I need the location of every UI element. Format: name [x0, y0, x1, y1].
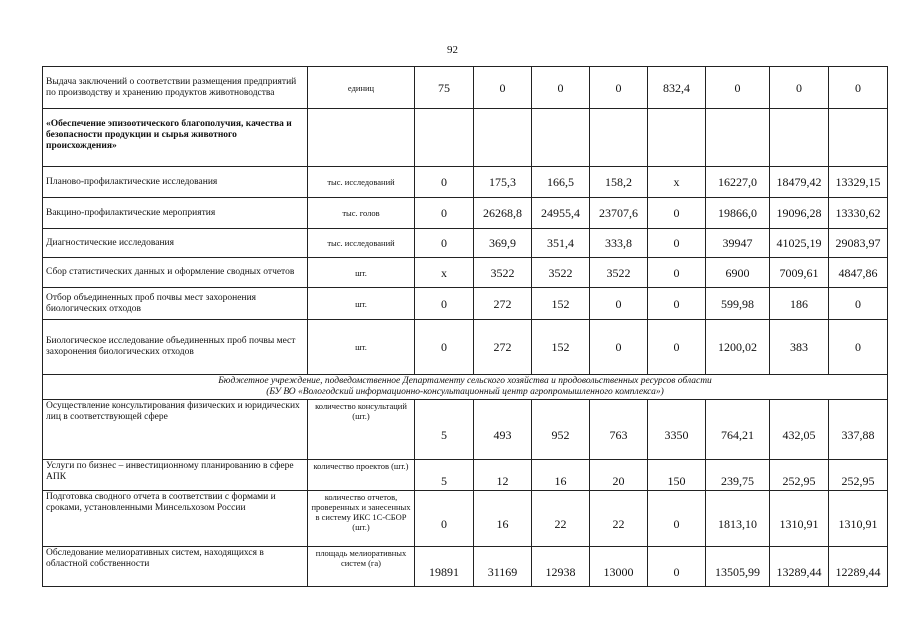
table-row	[43, 67, 888, 109]
unit-cell: тыс. исследований	[308, 167, 415, 198]
table-row	[43, 320, 888, 375]
indicator-name: Вакцино-профилактические мероприятия	[43, 198, 308, 229]
value-cell: 3522	[474, 258, 532, 288]
unit-cell: единиц	[308, 67, 415, 109]
value-cell: 0	[415, 198, 474, 229]
value-cell	[590, 109, 648, 167]
unit-cell	[308, 109, 415, 167]
value-cell: 41025,19	[770, 229, 829, 258]
value-cell: 26268,8	[474, 198, 532, 229]
value-cell: 4847,86	[829, 258, 888, 288]
value-cell: 763	[590, 400, 648, 460]
value-cell: 432,05	[770, 400, 829, 460]
value-cell: 0	[415, 491, 474, 547]
value-cell: 1310,91	[829, 491, 888, 547]
indicator-name: Сбор статистических данных и оформление сводных отчетов	[43, 258, 308, 288]
unit-cell: тыс. голов	[308, 198, 415, 229]
value-cell	[829, 109, 888, 167]
indicators-table	[42, 66, 888, 587]
value-cell: 272	[474, 288, 532, 320]
value-cell: 158,2	[590, 167, 648, 198]
value-cell: 0	[415, 229, 474, 258]
value-cell: 175,3	[474, 167, 532, 198]
value-cell: 7009,61	[770, 258, 829, 288]
value-cell: 0	[770, 67, 829, 109]
value-cell: 0	[648, 320, 706, 375]
value-cell: 16	[532, 460, 590, 491]
unit-cell: количество отчетов, проверенных и занесенных в систему ИКС 1С-СБОР (шт.)	[308, 491, 415, 547]
value-cell: 19866,0	[706, 198, 770, 229]
value-cell: 239,75	[706, 460, 770, 491]
value-cell: 12289,44	[829, 547, 888, 587]
value-cell: 6900	[706, 258, 770, 288]
value-cell: 12	[474, 460, 532, 491]
value-cell	[415, 109, 474, 167]
value-cell: 0	[648, 288, 706, 320]
value-cell: 22	[590, 491, 648, 547]
value-cell: 31169	[474, 547, 532, 587]
unit-cell: шт.	[308, 288, 415, 320]
value-cell: 952	[532, 400, 590, 460]
value-cell: 832,4	[648, 67, 706, 109]
value-cell: 19096,28	[770, 198, 829, 229]
value-cell: 369,9	[474, 229, 532, 258]
unit-cell: площадь мелиоративных систем (га)	[308, 547, 415, 587]
indicator-name: Биологическое исследование объединенных проб почвы мест захоронения биологических отходов	[43, 320, 308, 375]
value-cell: 0	[474, 67, 532, 109]
value-cell: 252,95	[770, 460, 829, 491]
value-cell	[532, 109, 590, 167]
indicator-name: Подготовка сводного отчета в соответствии с формами и сроками, установленными Минсельхозом России	[43, 491, 308, 547]
table-row	[43, 198, 888, 229]
value-cell: 252,95	[829, 460, 888, 491]
value-cell	[474, 109, 532, 167]
unit-cell: количество консультаций (шт.)	[308, 400, 415, 460]
value-cell: 150	[648, 460, 706, 491]
value-cell: 24955,4	[532, 198, 590, 229]
value-cell: 3522	[590, 258, 648, 288]
table-row	[43, 491, 888, 547]
table-row	[43, 258, 888, 288]
page-number: 92	[447, 44, 458, 56]
section-subheader-row	[43, 375, 888, 400]
value-cell: 166,5	[532, 167, 590, 198]
indicator-name: Осуществление консультирования физических и юридических лиц в соответствующей сфере	[43, 400, 308, 460]
section-title: «Обеспечение эпизоотического благополучия, качества и безопасности продукции и сырья животного происхождения»	[43, 109, 308, 167]
table-row	[43, 229, 888, 258]
section-subheader-line2: (БУ ВО «Вологодский информационно-консультационный центр агропромышленного комплекса»)	[266, 387, 664, 397]
value-cell: 0	[829, 288, 888, 320]
section-header-row	[43, 109, 888, 167]
value-cell: 13289,44	[770, 547, 829, 587]
value-cell: 0	[648, 547, 706, 587]
value-cell: 337,88	[829, 400, 888, 460]
value-cell: 5	[415, 400, 474, 460]
value-cell: 3350	[648, 400, 706, 460]
value-cell: 1200,02	[706, 320, 770, 375]
value-cell: 16	[474, 491, 532, 547]
value-cell: 152	[532, 288, 590, 320]
table-row	[43, 547, 888, 587]
value-cell: 0	[590, 67, 648, 109]
table-row	[43, 167, 888, 198]
value-cell: 186	[770, 288, 829, 320]
value-cell: 22	[532, 491, 590, 547]
value-cell: 0	[829, 320, 888, 375]
value-cell: 599,98	[706, 288, 770, 320]
value-cell: 19891	[415, 547, 474, 587]
table-row	[43, 400, 888, 460]
unit-cell: тыс. исследований	[308, 229, 415, 258]
value-cell: 0	[706, 67, 770, 109]
value-cell: 13329,15	[829, 167, 888, 198]
value-cell: 0	[590, 320, 648, 375]
value-cell: 13505,99	[706, 547, 770, 587]
value-cell: 0	[532, 67, 590, 109]
indicator-name: Услуги по бизнес – инвестиционному планированию в сфере АПК	[43, 460, 308, 491]
table-row	[43, 460, 888, 491]
section-subheader-line1: Бюджетное учреждение, подведомственное Департаменту сельского хозяйства и продовольственных ресурсов области	[218, 376, 712, 386]
value-cell: 351,4	[532, 229, 590, 258]
unit-cell: количество проектов (шт.)	[308, 460, 415, 491]
value-cell: 1813,10	[706, 491, 770, 547]
section-subheader	[43, 375, 888, 400]
value-cell: 16227,0	[706, 167, 770, 198]
value-cell: 1310,91	[770, 491, 829, 547]
value-cell: 5	[415, 460, 474, 491]
value-cell: х	[415, 258, 474, 288]
value-cell: 3522	[532, 258, 590, 288]
unit-cell: шт.	[308, 320, 415, 375]
value-cell: 0	[648, 491, 706, 547]
indicator-name: Планово-профилактические исследования	[43, 167, 308, 198]
indicator-name: Отбор объединенных проб почвы мест захоронения биологических отходов	[43, 288, 308, 320]
value-cell	[770, 109, 829, 167]
value-cell: 20	[590, 460, 648, 491]
value-cell: 75	[415, 67, 474, 109]
value-cell: 493	[474, 400, 532, 460]
value-cell	[648, 109, 706, 167]
value-cell: 13000	[590, 547, 648, 587]
value-cell: 0	[415, 320, 474, 375]
value-cell: 272	[474, 320, 532, 375]
value-cell: 383	[770, 320, 829, 375]
unit-cell: шт.	[308, 258, 415, 288]
table-row	[43, 288, 888, 320]
value-cell: 39947	[706, 229, 770, 258]
value-cell: 29083,97	[829, 229, 888, 258]
value-cell: 764,21	[706, 400, 770, 460]
value-cell: х	[648, 167, 706, 198]
indicator-name: Диагностические исследования	[43, 229, 308, 258]
value-cell: 12938	[532, 547, 590, 587]
value-cell: 18479,42	[770, 167, 829, 198]
value-cell: 23707,6	[590, 198, 648, 229]
value-cell: 0	[648, 229, 706, 258]
value-cell: 0	[415, 167, 474, 198]
value-cell: 0	[590, 288, 648, 320]
indicator-name: Выдача заключений о соответствии размещения предприятий по производству и хранению продуктов животноводства	[43, 67, 308, 109]
value-cell: 333,8	[590, 229, 648, 258]
indicator-name: Обследование мелиоративных систем, находящихся в областной собственности	[43, 547, 308, 587]
value-cell: 0	[648, 258, 706, 288]
value-cell: 0	[648, 198, 706, 229]
value-cell: 13330,62	[829, 198, 888, 229]
value-cell: 0	[829, 67, 888, 109]
value-cell: 152	[532, 320, 590, 375]
value-cell: 0	[415, 288, 474, 320]
value-cell	[706, 109, 770, 167]
